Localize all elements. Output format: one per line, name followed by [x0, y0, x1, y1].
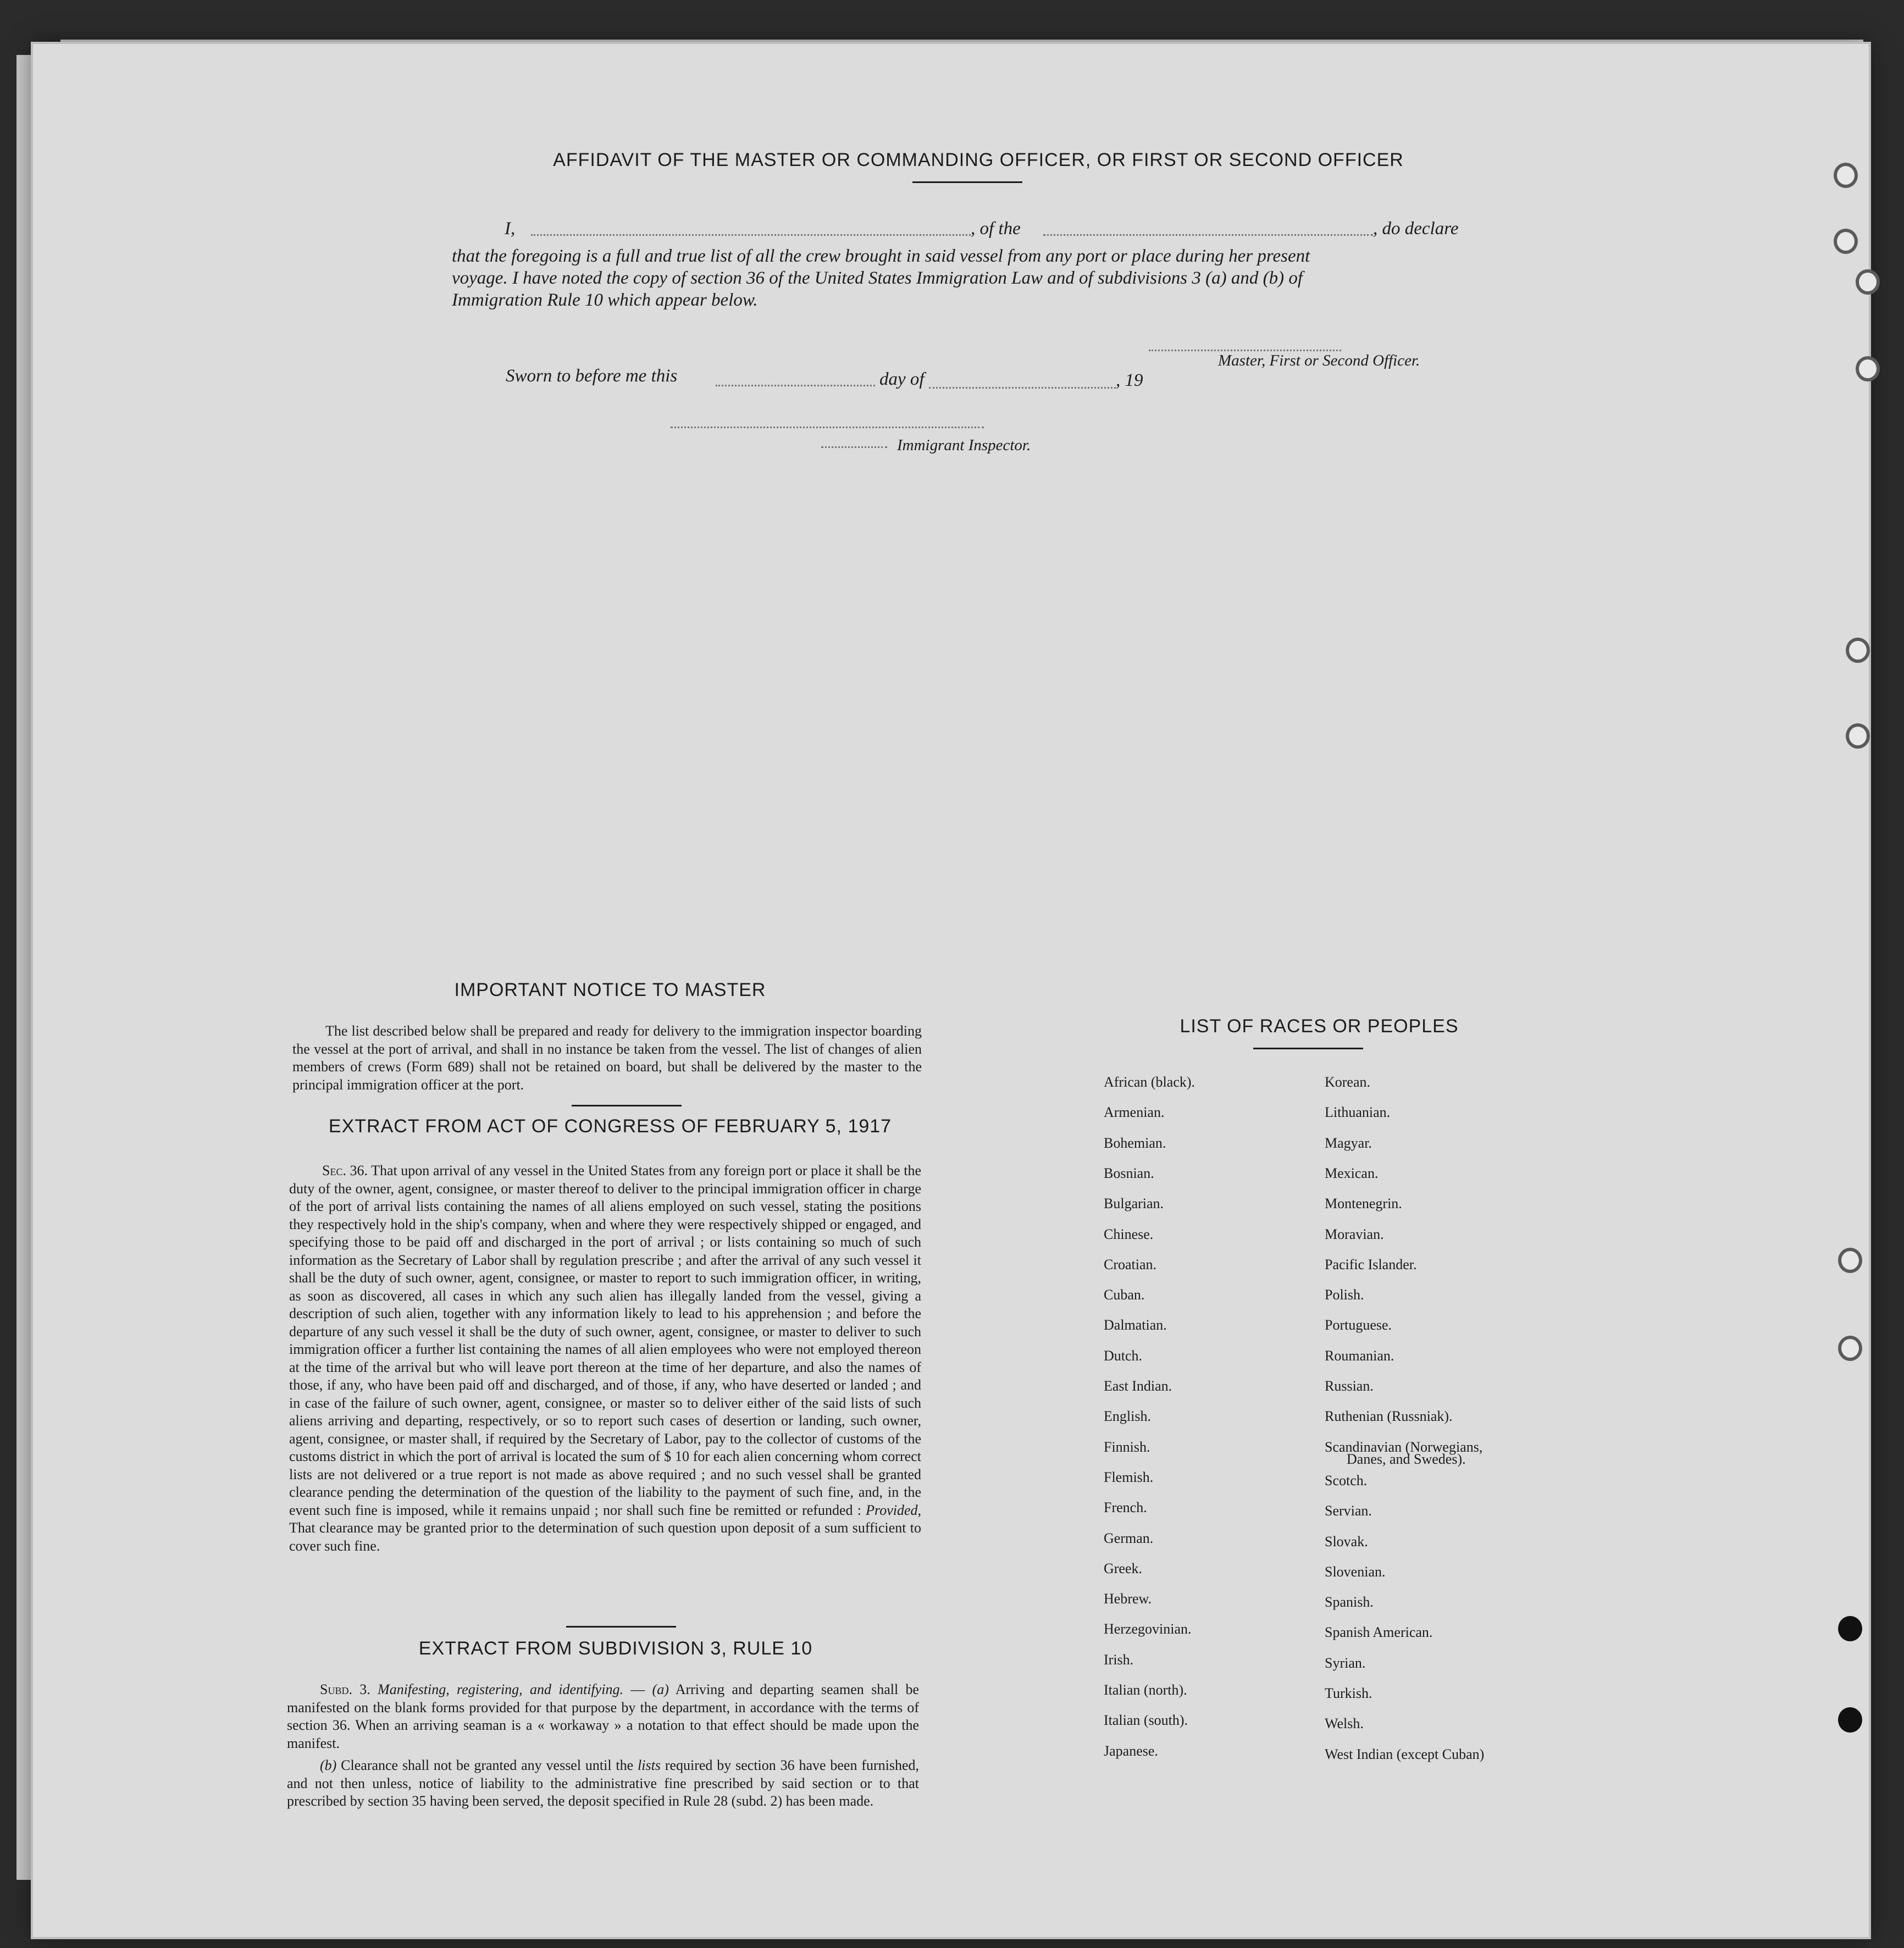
race-item: Italian (north).: [1104, 1682, 1187, 1698]
race-item: Spanish.: [1325, 1594, 1374, 1610]
extract-rule-title: EXTRACT FROM SUBDIVISION 3, RULE 10: [418, 1638, 813, 1659]
race-item: Finnish.: [1104, 1439, 1150, 1455]
race-item: Herzegovinian.: [1104, 1621, 1192, 1637]
race-item: French.: [1104, 1499, 1147, 1515]
affidavit-do-declare: , do declare: [1373, 219, 1459, 239]
name-blank[interactable]: [531, 234, 971, 236]
master-signature-blank[interactable]: [1149, 350, 1341, 351]
title-underline: [912, 181, 1022, 183]
race-item: Magyar.: [1325, 1135, 1372, 1151]
race-item: Bulgarian.: [1104, 1196, 1164, 1211]
race-item: Slovak.: [1325, 1534, 1368, 1549]
para-b-text: Clearance shall not be granted any vessel until the: [341, 1757, 634, 1773]
race-item: Roumanian.: [1325, 1348, 1394, 1364]
race-item: Flemish.: [1104, 1469, 1154, 1485]
race-item: Bosnian.: [1104, 1165, 1154, 1181]
inspector-signature-blank[interactable]: [671, 427, 984, 428]
race-item: East Indian.: [1104, 1378, 1172, 1394]
binder-hole: [1838, 1616, 1862, 1641]
provided-label: Provided,: [866, 1502, 921, 1518]
binder-hole: [1846, 723, 1870, 749]
race-item: Polish.: [1325, 1287, 1364, 1303]
race-item: Mexican.: [1325, 1165, 1379, 1181]
race-item: Italian (south).: [1104, 1712, 1188, 1728]
race-item: Moravian.: [1325, 1226, 1384, 1242]
race-item: Dutch.: [1104, 1348, 1143, 1364]
affidavit-line-2: that the foregoing is a full and true list of all the crew brought in said vessel from any port or place during her present: [452, 246, 1310, 266]
binder-hole: [1838, 1248, 1862, 1273]
race-item: West Indian (except Cuban): [1325, 1746, 1485, 1762]
race-item: Armenian.: [1104, 1104, 1165, 1120]
race-item: African (black).: [1104, 1074, 1195, 1090]
race-item: Scotch.: [1325, 1473, 1368, 1488]
affidavit-i: I,: [505, 219, 516, 239]
affidavit-title: AFFIDAVIT OF THE MASTER OR COMMANDING OFFICER, OR FIRST OR SECOND OFFICER: [553, 150, 1404, 170]
extract-rule-para-a: Subd. 3. Manifesting, registering, and identifying. — (a) Arriving and departing seamen shall be manifested on the blank forms provided for that purpose by the department, in accordance with the terms of section 36. When an arriving seaman is a « workaway » a notation to that effect should be made upon the manifest.: [287, 1681, 920, 1751]
divider: [566, 1626, 676, 1628]
race-item: Hebrew.: [1104, 1591, 1152, 1607]
inspector-name-blank[interactable]: [821, 446, 887, 448]
race-item: Servian.: [1325, 1503, 1372, 1519]
race-item: Dalmatian.: [1104, 1317, 1167, 1333]
race-item: Syrian.: [1325, 1655, 1366, 1671]
binder-hole: [1834, 163, 1858, 188]
title-underline: [1253, 1048, 1363, 1049]
race-item-continuation: Danes, and Swedes).: [1347, 1451, 1466, 1467]
races-title: LIST OF RACES OR PEOPLES: [1180, 1016, 1459, 1037]
master-signature-label: Master, First or Second Officer.: [1218, 352, 1420, 369]
inspector-label: Immigrant Inspector.: [897, 436, 1031, 454]
race-item: Spanish American.: [1325, 1624, 1433, 1640]
affidavit-line-4: Immigration Rule 10 which appear below.: [452, 290, 758, 310]
binder-hole: [1838, 1336, 1862, 1361]
sworn-month-blank[interactable]: [929, 387, 1116, 389]
race-item: Welsh.: [1325, 1715, 1364, 1731]
race-item: Pacific Islander.: [1325, 1257, 1417, 1272]
binder-hole: [1856, 269, 1880, 295]
race-item: Chinese.: [1104, 1226, 1154, 1242]
subdivision-label: Subd. 3.: [320, 1681, 370, 1697]
affidavit-of-the: , of the: [971, 219, 1021, 239]
race-item: Russian.: [1325, 1378, 1374, 1394]
section-label: Sec. 36.: [322, 1163, 368, 1178]
extract-act-body: [289, 1162, 921, 1555]
affidavit-line-3: voyage. I have noted the copy of section 36 of the United States Immigration Law and of subdivisions 3 (a) and (b) of: [452, 268, 1303, 288]
sworn-day-blank[interactable]: [716, 385, 875, 386]
race-item: Croatian.: [1104, 1257, 1157, 1272]
race-item: English.: [1104, 1408, 1151, 1424]
section-text: That upon arrival of any vessel in the United States from any foreign port or place it shall be the duty of the owner, agent, consignee, or master thereof to deliver to the principal immigration officer in charge of the port of arrival lists containing the names of all aliens employed on such vessel, stating the positions they respectively hold in the ship's company, when and where they were respectively shipped or engaged, and specifying those to be paid off and discharged in the port of arrival ; or lists containing so much of such information as the Secretary of Labor shall by regulation prescribe ; and after the arrival of any such vessel it shall be the duty of such owner, agent, consignee, or master to report to such immigration officer, in writing, as soon as discovered, all cases in which any such alien has illegally landed from the vessel, giving a description of such alien, together with any information likely to lead to his apprehension ; and before the departure of any such vessel it shall be the duty of such owner, agent, consignee, or master to deliver to such immigration officer a further list containing the names of all alien employees who were not employed thereon at the time of the arrival but who will leave port thereon at the time of her departure, and also the names of those, if any, who have been paid off and discharged, and of those, if any, who have deserted or landed ; and in case of the failure of such owner, agent, consignee, or master so to deliver either of the said lists of such aliens arriving and departing, respectively, or so to report such cases of desertion or landing, such owner, agent, consignee, or master shall, if required by the Secretary of Labor, pay to the collector of customs of the customs district in which the port of arrival is located the sum of $ 10 for each alien concerning whom correct lists are not delivered or a true report is not made as above required ; and no such vessel shall be granted clearance pending the determination of the question of the liability to the payment of such fine, and, in the event such fine is imposed, while it remains unpaid ; nor shall such fine be remitted or refunded :: [289, 1163, 922, 1518]
binder-hole: [1846, 638, 1870, 663]
race-item: Bohemian.: [1104, 1135, 1166, 1151]
race-item: Ruthenian (Russniak).: [1325, 1408, 1453, 1424]
race-item: Montenegrin.: [1325, 1196, 1402, 1211]
binder-hole: [1856, 356, 1880, 381]
race-item: Portuguese.: [1325, 1317, 1392, 1333]
notice-body: The list described below shall be prepared and ready for delivery to the immigration inspector boarding the vessel at the port of arrival, and shall in no instance be taken from the vessel. The list of changes of alien members of crews (Form 689) shall not be retained on board, but shall be delivered by the master to the principal immigration officer at the port.: [292, 1023, 922, 1093]
divider: [572, 1105, 682, 1106]
subdivision-heading: Manifesting, registering, and identifying.: [378, 1681, 623, 1697]
para-a-label: (a): [652, 1681, 669, 1697]
race-item: Japanese.: [1104, 1743, 1158, 1759]
para-b-label: (b): [320, 1757, 337, 1773]
sworn-year: , 19: [1116, 370, 1143, 390]
race-item: Lithuanian.: [1325, 1104, 1391, 1120]
vessel-blank[interactable]: [1043, 234, 1373, 236]
provided-text: That clearance may be granted prior to the determination of such question upon deposit of a sum sufficient to cover such fine.: [289, 1520, 921, 1554]
race-item: Korean.: [1325, 1074, 1371, 1090]
race-item: Irish.: [1104, 1652, 1134, 1668]
sworn-day-of: day of: [879, 369, 925, 389]
sworn-prefix: Sworn to before me this: [506, 366, 678, 386]
para-a-text: Arriving and departing seamen shall be manifested on the blank forms provided for that purpose by the department, in accordance with the terms of section 36. When an arriving seaman is a « workaway » a notation to that effect should be made upon the manifest.: [287, 1681, 920, 1751]
race-item: Greek.: [1104, 1560, 1143, 1576]
notice-title: IMPORTANT NOTICE TO MASTER: [454, 979, 766, 1000]
para-b-lists: lists: [638, 1757, 661, 1773]
extract-rule-para-b: [287, 1757, 919, 1811]
binder-hole: [1838, 1707, 1862, 1733]
race-item: Scandinavian (Norwegians,: [1325, 1439, 1483, 1455]
race-item: Cuban.: [1104, 1287, 1145, 1303]
binder-hole: [1834, 229, 1858, 254]
para-b-text: required by section 36 have been furnished, and not then unless, notice of liability to the administrative fine prescribed by said section or to that prescribed by section 35 having been served, the deposit specified in Rule 28 (subd. 2) has been made.: [287, 1757, 919, 1809]
race-item: Slovenian.: [1325, 1564, 1386, 1580]
race-item: German.: [1104, 1530, 1154, 1546]
extract-act-title: EXTRACT FROM ACT OF CONGRESS OF FEBRUARY 5, 1917: [328, 1116, 892, 1137]
race-item: Turkish.: [1325, 1685, 1372, 1701]
